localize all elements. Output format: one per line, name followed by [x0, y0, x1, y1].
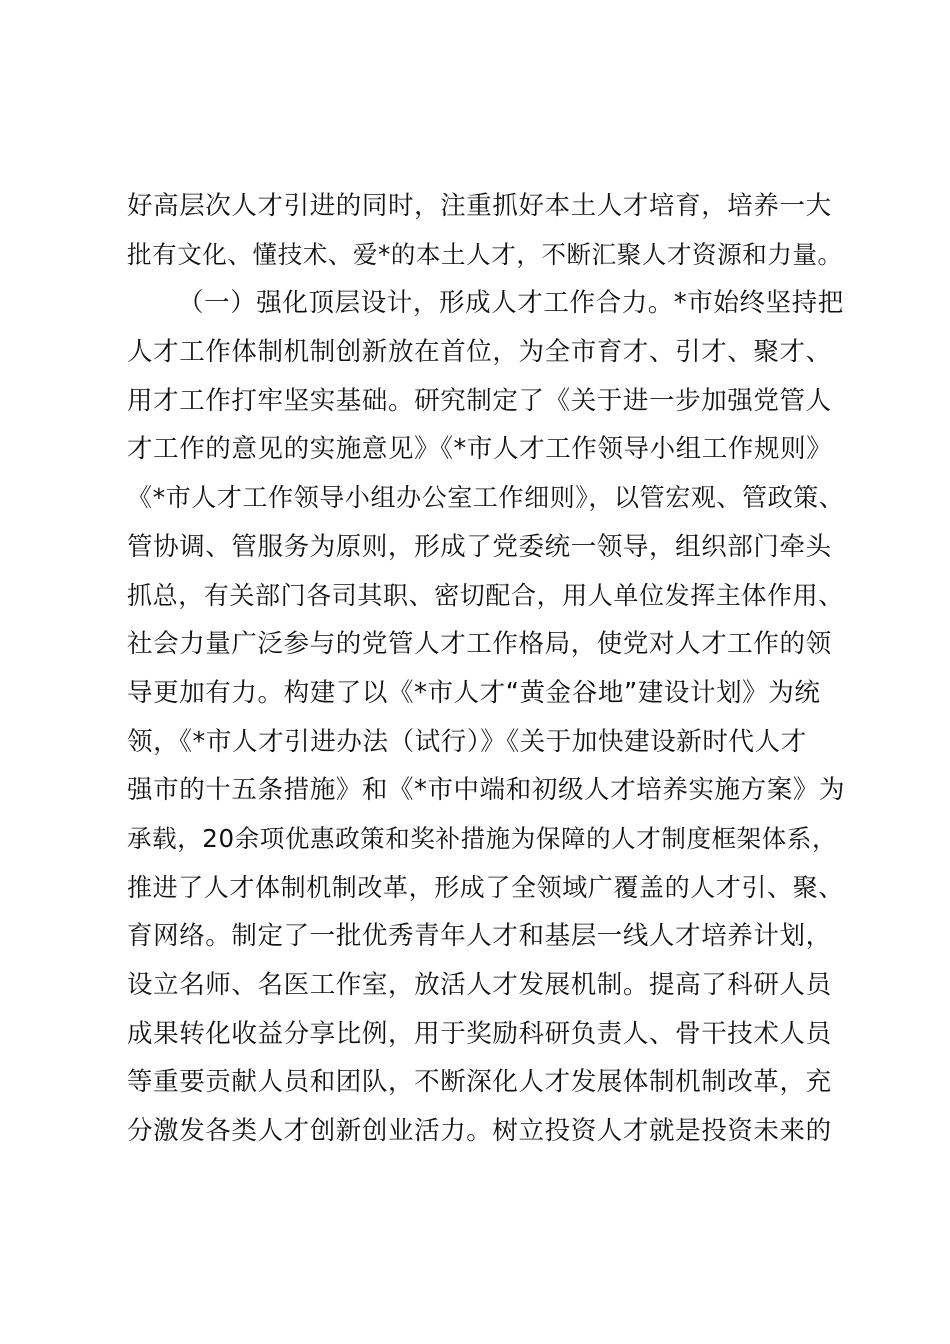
text-line: 导更加有力。构建了以《*市人才“黄金谷地”建设计划》为统	[127, 677, 821, 708]
text-line: 批有文化、懂技术、爱*的本土人才，不断汇聚人才资源和力量。	[127, 239, 843, 269]
text-line: 设立名师、名医工作室，放活人才发展机制。提高了科研人员	[127, 970, 832, 1000]
text-line: 管协调、管服务为原则，形成了党委统一领导，组织部门牵头	[127, 531, 832, 562]
text-line: 才工作的意见的实施意见》《*市人才工作领导小组工作规则》	[127, 434, 833, 465]
text-line: 社会力量广泛参与的党管人才工作格局，使党对人才工作的领	[127, 629, 832, 660]
text-line: 分激发各类人才创新创业活力。树立投资人才就是投资未来的	[127, 1116, 832, 1147]
text-line: 等重要贡献人员和团队，不断深化人才发展体制机制改革，充	[127, 1067, 832, 1098]
text-line: 强市的十五条措施》和《*市中端和初级人才培养实施方案》为	[127, 775, 846, 806]
text-line: 用才工作打牢坚实基础。研究制定了《关于进一步加强党管人	[127, 385, 832, 416]
section-heading-line: （一）强化顶层设计，形成人才工作合力。*市始终坚持把	[178, 288, 844, 319]
text-line: 承载，20余项优惠政策和奖补措施为保障的人才制度框架体系，	[127, 823, 838, 853]
body-text	[127, 182, 847, 1156]
text-line: 人才工作体制机制创新放在首位，为全市育才、引才、聚才、	[127, 337, 832, 368]
text-line: 育网络。制定了一批优秀青年人才和基层一线人才培养计划，	[127, 921, 832, 952]
text-line: 成果转化收益分享比例，用于奖励科研负责人、骨干技术人员	[127, 1018, 832, 1049]
text-line: 好高层次人才引进的同时，注重抓好本土人才培育，培养一大	[127, 191, 832, 221]
text-line: 领，《*市人才引进办法（试行）》《关于加快建设新时代人才	[127, 726, 807, 757]
text-line: 《*市人才工作领导小组办公室工作细则》，以管宏观、管政策、	[127, 483, 845, 513]
text-line: 抓总，有关部门各司其职、密切配合，用人单位发挥主体作用、	[127, 580, 844, 610]
text-line: 推进了人才体制机制改革，形成了全领域广覆盖的人才引、聚、	[127, 872, 844, 902]
